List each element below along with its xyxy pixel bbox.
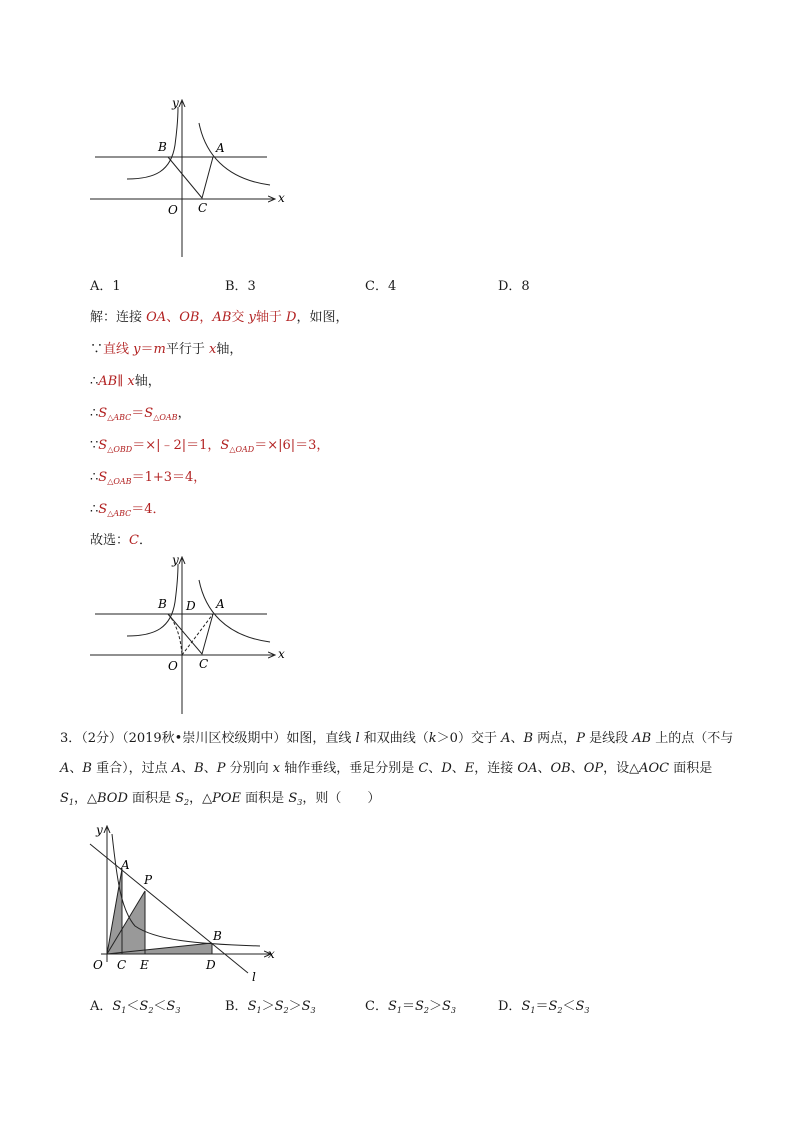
label-l: l (252, 970, 256, 984)
label-o: O (168, 203, 178, 217)
solution-line-7: $\therefore S_{\triangle ABC}=4$． (90, 502, 166, 518)
triangle-abc (168, 157, 213, 198)
hyperbola-left-branch (127, 564, 178, 636)
option-c[interactable]: C．$S_1=S_2>S_3$ (365, 999, 456, 1015)
solution-line-6: $\therefore S_{\triangle OAB}=1+3=4$， (90, 470, 207, 486)
solution-line-4: $\therefore S_{\triangle ABC}=S_{\triangle OAB}$， (90, 406, 191, 422)
label-a: A (121, 858, 130, 872)
solution-line-1: 解：连接 OA、OB，AB交 y轴于 D，如图， (90, 310, 349, 325)
label-a: A (216, 597, 225, 611)
label-d: D (186, 599, 196, 613)
figure-1 (85, 95, 295, 265)
label-x: x (278, 191, 285, 205)
label-o: O (93, 958, 103, 972)
option-c[interactable]: C．4 (365, 279, 397, 294)
hyperbola-left-branch (127, 107, 178, 179)
hyperbola-right-branch (199, 580, 270, 642)
option-d[interactable]: D．8 (498, 279, 530, 294)
solution-line-5: $\because S_{\triangle OBD}=\times|﹣2|=1$，$S_{\triangle OAD}=\times|6|=3$， (90, 438, 330, 454)
label-b: B (158, 140, 167, 154)
option-b[interactable]: B．3 (225, 279, 256, 294)
figure-2 (85, 552, 295, 722)
label-x: x (278, 647, 285, 661)
label-y: y (96, 823, 103, 837)
solution-line-2: ∵直线 y＝m平行于 x轴， (90, 342, 243, 357)
option-a[interactable]: A．1 (90, 279, 121, 294)
label-y: y (172, 553, 179, 567)
label-b: B (213, 929, 222, 943)
hyperbola-right-branch (199, 123, 270, 185)
triangle-abc (168, 614, 213, 654)
label-e: E (140, 958, 149, 972)
label-c: C (117, 958, 127, 972)
label-x: x (268, 947, 275, 961)
label-p: P (144, 873, 153, 887)
label-c: C (198, 201, 208, 215)
label-a: A (216, 141, 225, 155)
option-b[interactable]: B．$S_1>S_2>S_3$ (225, 999, 316, 1015)
figure-3 (85, 820, 285, 985)
solution-answer: 故选：C． (90, 533, 152, 548)
option-a[interactable]: A．$S_1<S_2<S_3$ (90, 999, 181, 1015)
label-o: O (168, 659, 178, 673)
label-y: y (172, 96, 179, 110)
label-d: D (206, 958, 216, 972)
segment-ob-dashed (168, 614, 182, 655)
label-c: C (199, 657, 209, 671)
solution-line-3: ∴AB∥ x轴， (90, 374, 161, 389)
question-3-text: 3．（2分）（2019秋•崇川区校级期中）如图，直线 l 和双曲线（k＞0）交于 A、B 两点，P 是线段 AB 上的点（不与 A、B 重合），过点 A、B、P 分别向 x 轴作垂线，垂足分别是 C、D、E，连接 OA、OB、OP，设△AOC 面积是 $S_1$，△BOD 面积是 $S_2$，△POE 面积是 $S_3$，则（ ） (60, 731, 734, 807)
option-d[interactable]: D．$S_1=S_2<S_3$ (498, 999, 590, 1015)
label-b: B (158, 597, 167, 611)
